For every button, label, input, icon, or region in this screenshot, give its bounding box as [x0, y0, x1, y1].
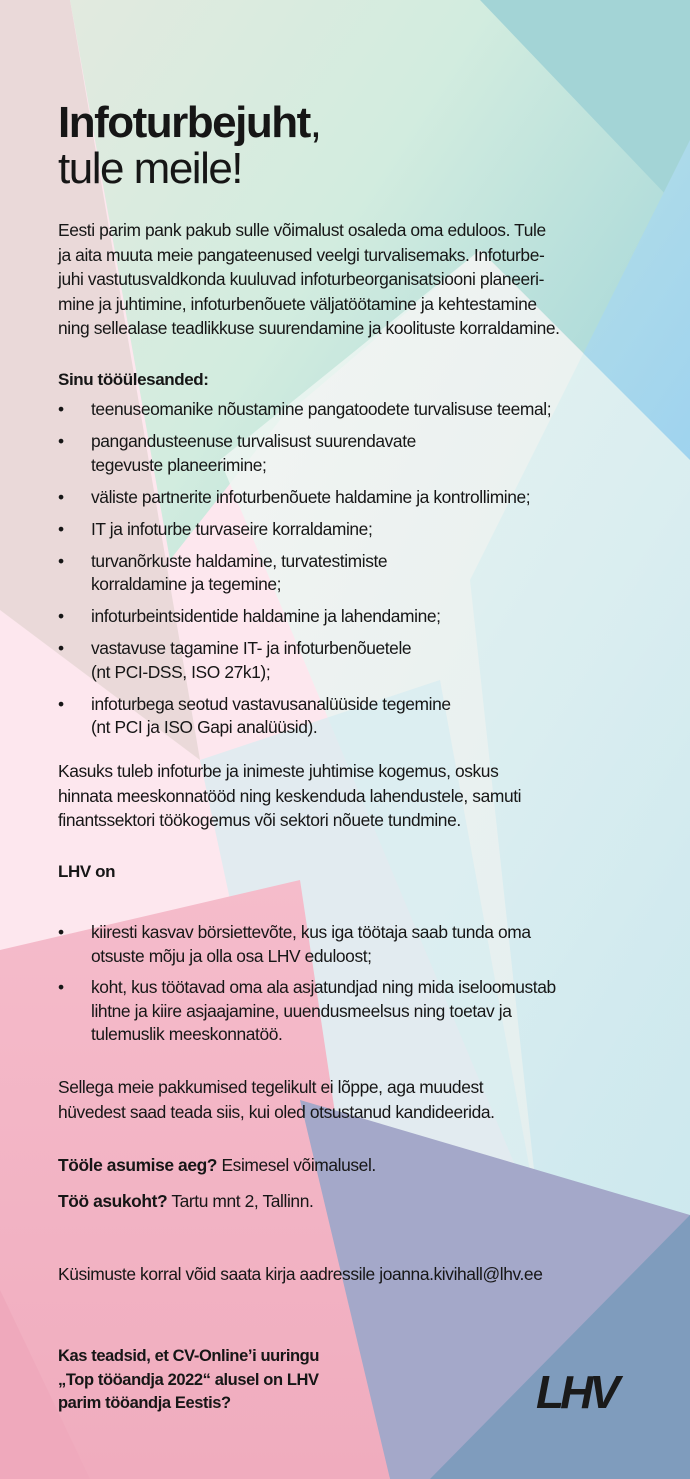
item-line: turvanõrkuste haldamine, turvatestimiste	[91, 550, 388, 571]
start-date	[58, 1155, 376, 1176]
title-line2: tule meile!	[58, 144, 243, 193]
para-line: Kasuks tuleb infoturbe ja inimeste juhtimise kogemus, oskus	[58, 761, 499, 781]
list-item	[58, 693, 648, 740]
lhv-logo-text: LHV	[536, 1370, 616, 1412]
item-line: otsuste mõju ja olla osa LHV eduloost;	[91, 945, 372, 966]
duties-list	[58, 398, 648, 748]
item-line: vastavuse tagamine IT- ja infoturbenõuetele	[91, 638, 412, 658]
item-line: pangandusteenuse turvalisust suurendavate	[91, 431, 416, 451]
item-line: kiiresti kasvav börsiettevõte, kus iga töötaja saab tunda oma	[91, 922, 531, 942]
bullet-icon: •	[58, 550, 64, 571]
list-item	[58, 605, 648, 629]
offer-paragraph	[58, 1075, 638, 1124]
footer-line: parim tööandja Eestis?	[58, 1394, 231, 1412]
list-item	[58, 921, 648, 968]
item-line: tulemuslik meeskonnatöö.	[91, 1024, 283, 1044]
intro-line: ja aita muuta meie pangateenused veelgi turvalisemaks. Infoturbe-	[58, 244, 545, 265]
list-item	[58, 637, 648, 684]
list-item	[58, 550, 648, 597]
para-line: hinnata meeskonnatööd ning keskenduda lahendustele, samuti	[58, 785, 522, 806]
list-item	[58, 976, 648, 1047]
title-bold: Infoturbejuht	[58, 98, 310, 147]
intro-paragraph	[58, 218, 638, 341]
bullet-icon: •	[58, 606, 64, 626]
bullet-icon: •	[58, 638, 64, 658]
item-line: infoturbega seotud vastavusanalüüside tegemine	[91, 693, 451, 714]
para-line: Sellega meie pakkumised tegelikult ei lõppe, aga muudest	[58, 1077, 484, 1097]
item-line: väliste partnerite infoturbenõuete haldamine ja kontrollimine;	[91, 486, 531, 507]
item-line: teenuseomanike nõustamine pangatoodete turvalisuse teemal;	[91, 399, 552, 419]
title-comma: ,	[309, 98, 321, 147]
item-line: lihtne ja kiire asjaajamine, uuendusmeelsus ning toetav ja	[91, 1000, 512, 1021]
location	[58, 1191, 313, 1212]
lhv-logo	[518, 1370, 634, 1412]
footer-line: „Top tööandja 2022“ alusel on LHV	[58, 1370, 319, 1389]
intro-line: ning sellealase teadlikkuse suurendamine ja koolituste korraldamine.	[58, 318, 560, 338]
item-line: tegevuste planeerimine;	[91, 454, 267, 475]
bullet-icon: •	[58, 431, 64, 451]
list-item	[58, 430, 648, 477]
intro-line: mine ja juhtimine, infoturbenõuete väljatöötamine ja kehtestamine	[58, 293, 537, 314]
bullet-icon: •	[58, 693, 64, 714]
footer-question	[58, 1345, 319, 1416]
footer-line: Kas teadsid, et CV-Online’i uuringu	[58, 1347, 320, 1365]
item-line: (nt PCI ja ISO Gapi analüüsid).	[91, 717, 318, 737]
bullet-icon: •	[58, 518, 64, 539]
lhv-heading: LHV on	[58, 862, 116, 881]
item-line: (nt PCI-DSS, ISO 27k1);	[91, 661, 271, 682]
para-line: finantssektori töökogemus või sektori nõuete tundmine.	[58, 810, 461, 830]
bullet-icon: •	[58, 399, 64, 419]
start-label: Tööle asumise aeg?	[58, 1155, 218, 1175]
item-line: IT ja infoturbe turvaseire korraldamine;	[91, 518, 373, 539]
bullet-icon: •	[58, 486, 64, 507]
list-item	[58, 486, 648, 510]
bullet-icon: •	[58, 922, 64, 942]
duties-heading: Sinu tööülesanded:	[58, 370, 209, 389]
list-item	[58, 518, 648, 542]
start-value: Esimesel võimalusel.	[221, 1155, 376, 1175]
intro-line: juhi vastutusvaldkonda kuuluvad infoturbeorganisatsiooni planeeri-	[58, 269, 544, 289]
location-value: Tartu mnt 2, Tallinn.	[171, 1191, 314, 1211]
bullet-icon: •	[58, 977, 64, 997]
para-line: hüvedest saad teada siis, kui oled otsustanud kandideerida.	[58, 1101, 495, 1122]
intro-line: Eesti parim pank pakub sulle võimalust osaleda oma eduloos. Tule	[58, 220, 546, 240]
item-line: koht, kus töötavad oma ala asjatundjad ning mida iseloomustab	[91, 977, 556, 997]
item-line: korraldamine ja tegemine;	[91, 574, 282, 594]
list-item	[58, 398, 648, 422]
contact-line: Küsimuste korral võid saata kirja aadressile joanna.kivihall@lhv.ee	[58, 1264, 543, 1284]
benefits-paragraph	[58, 759, 638, 833]
location-label: Töö asukoht?	[58, 1191, 168, 1211]
lhv-list	[58, 921, 648, 1055]
page-title	[58, 100, 321, 192]
item-line: infoturbeintsidentide haldamine ja lahendamine;	[91, 606, 441, 626]
